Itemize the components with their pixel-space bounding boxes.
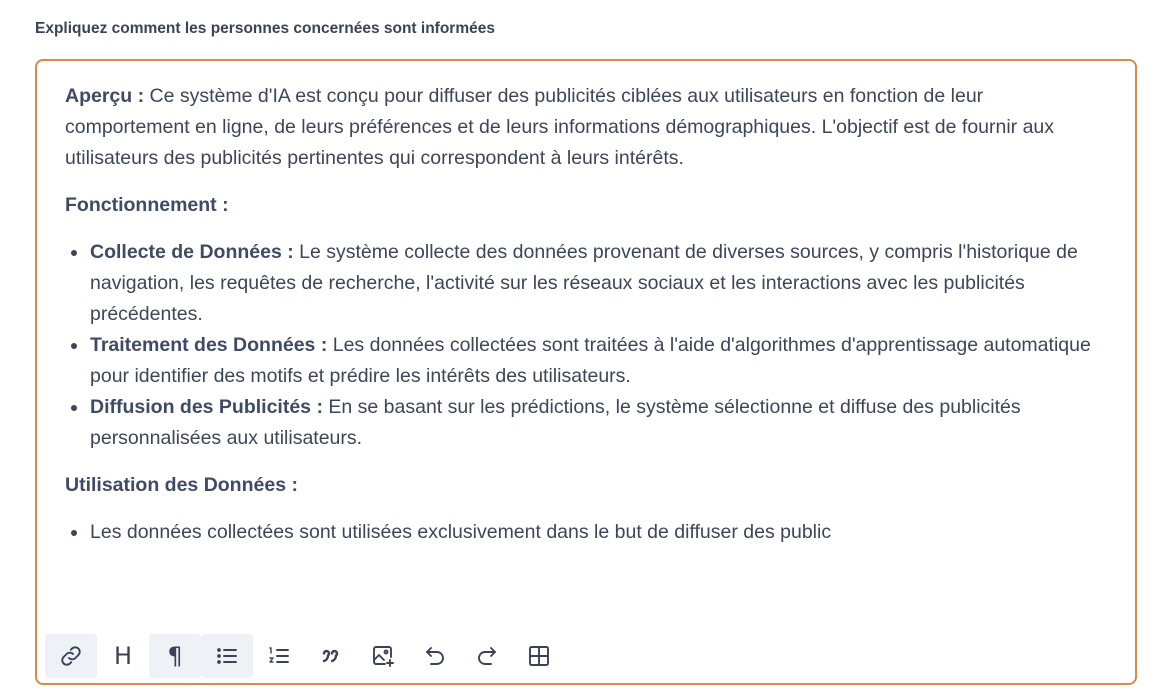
list-item-title: Diffusion des Publicités : [90, 396, 323, 418]
image-icon [371, 644, 395, 668]
list-item-text: En se basant sur les prédictions, le système sélectionne et diffuse des publicités personnalisées aux utilisateurs. [90, 396, 1021, 449]
quote-icon [319, 644, 343, 668]
usage-heading-paragraph [65, 470, 1111, 501]
list-item-title: Collecte de Données : [90, 241, 294, 263]
undo-button[interactable] [409, 634, 461, 678]
list-item [90, 330, 1111, 392]
list-item-text: Les données collectées sont traitées à l'aide d'algorithmes d'apprentissage automatique pour identifier des motifs et prédire les intérêts des utilisateurs. [90, 334, 1091, 387]
bullet-list-button[interactable] [201, 634, 253, 678]
list-item-text: Les données collectées sont utilisées exclusivement dans le but de diffuser des public [90, 521, 832, 543]
rich-text-editor[interactable] [35, 59, 1137, 685]
ordered-list-icon [267, 644, 291, 668]
paragraph-button[interactable] [149, 634, 201, 678]
table-button[interactable] [513, 634, 565, 678]
image-button[interactable] [357, 634, 409, 678]
undo-icon [423, 644, 447, 668]
table-icon [527, 644, 551, 668]
field-label: Expliquez comment les personnes concernées sont informées [35, 20, 495, 37]
list-item-title: Traitement des Données : [90, 334, 328, 356]
link-button[interactable] [45, 634, 97, 678]
operation-heading-paragraph [65, 190, 1111, 221]
list-item-text: Le système collecte des données provenant de diverses sources, y compris l'historique de navigation, les requêtes de recherche, l'activité sur les réseaux sociaux et les interactions avec les publicités précédentes. [90, 241, 1078, 325]
operation-heading: Fonctionnement : [65, 194, 229, 216]
operation-list [65, 237, 1111, 454]
link-icon [59, 644, 83, 668]
redo-icon [475, 644, 499, 668]
heading-icon: H [113, 642, 133, 670]
list-item [90, 392, 1111, 454]
list-item [90, 517, 1111, 548]
usage-list [65, 517, 1111, 548]
overview-heading: Aperçu : [65, 85, 145, 107]
bullet-list-icon [215, 644, 239, 668]
overview-text: Ce système d'IA est conçu pour diffuser des publicités ciblées aux utilisateurs en fonction de leur comportement en ligne, de leurs préférences et de leurs informations démographiques. L'objectif est de fournir aux utilisateurs des publicités pertinentes qui correspondent à leurs intérêts. [65, 85, 1055, 169]
quote-button[interactable] [305, 634, 357, 678]
paragraph-icon: ¶ [167, 642, 183, 670]
overview-paragraph [65, 81, 1111, 174]
list-item [90, 237, 1111, 330]
ordered-list-button[interactable] [253, 634, 305, 678]
usage-heading: Utilisation des Données : [65, 474, 298, 496]
editor-content[interactable] [65, 81, 1111, 548]
editor-toolbar [45, 634, 565, 678]
redo-button[interactable] [461, 634, 513, 678]
heading-button[interactable] [97, 634, 149, 678]
